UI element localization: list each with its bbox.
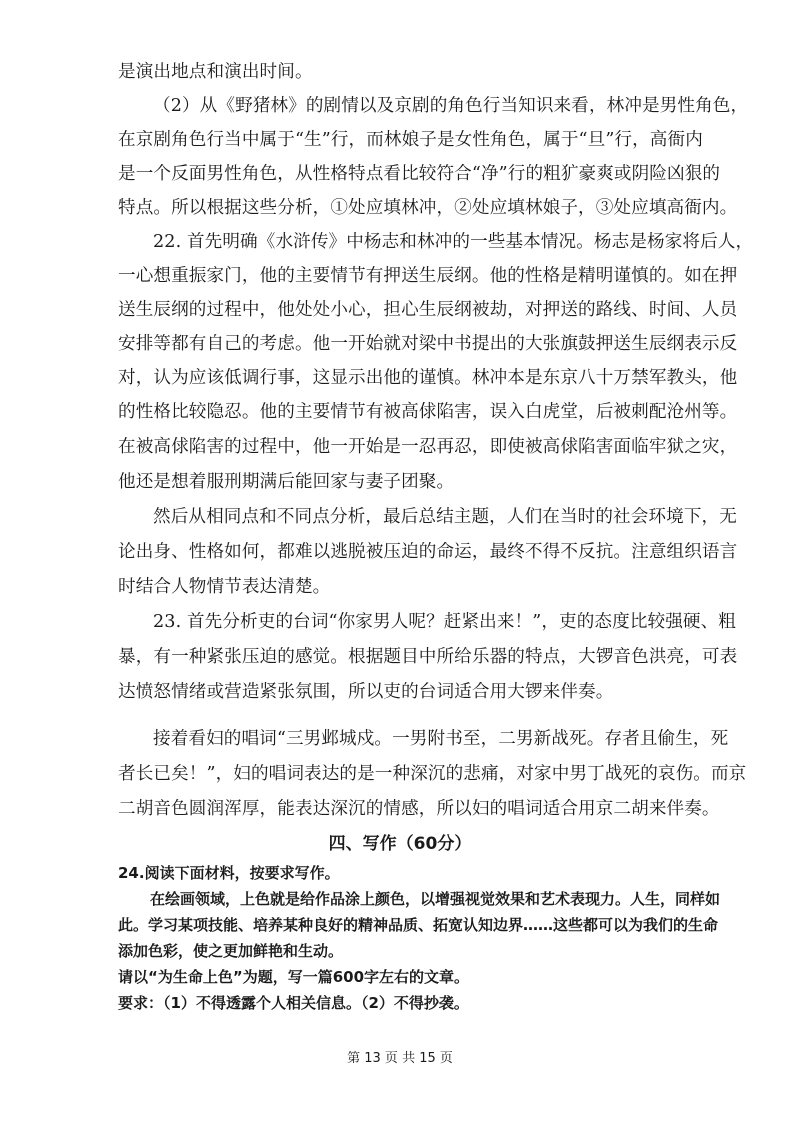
answer-line: 在京剧角色行当中属于“生”行，而林娘子是女性角色，属于“旦”行，高衙内 [118,130,703,150]
page-number: 第 13 页 共 15 页 [347,1051,453,1066]
answer-line: 送生辰纲的过程中，他处处小心，担心生辰纲被劫，对押送的路线、时间、人员 [118,300,738,320]
answer-line: （2）从《野猪林》的剧情以及京剧的角色行当知识来看，林冲是男性角色， [153,96,749,116]
answer-line: 安排等都有自己的考虑。他一开始就对梁中书提出的大张旗鼓押送生辰纲表示反 [118,334,738,354]
answer-line: 然后从相同点和不同点分析，最后总结主题，人们在当时的社会环境下，无 [153,507,737,527]
answer-line: 时结合人物情节表达清楚。 [118,577,331,597]
answer-line: 二胡音色圆润浑厚，能表达深沉的情感，所以妇的唱词适合用京二胡来伴奏。 [118,799,720,819]
answer-line: 的性格比较隐忍。他的主要情节有被高俅陷害，误入白虎堂，后被刺配沧州等。 [118,402,738,422]
answer-line: 他还是想着服刑期满后能回家与妻子团聚。 [118,472,455,492]
writing-requirements: 要求：（1）不得透露个人相关信息。（2）不得抄袭。 [118,994,469,1012]
writing-material: 此。学习某项技能、培养某种良好的精神品质、拓宽认知边界……这些都可以为我们的生命 [118,916,719,934]
answer-line: 23. 首先分析吏的台词“你家男人呢？赶紧出来！”，吏的态度比较强硬、粗 [153,612,736,632]
writing-instruction: 请以“为生命上色”为题，写一篇600字左右的文章。 [118,968,470,986]
writing-material: 在绘画领域，上色就是给作品涂上颜色，以增强视觉效果和艺术表现力。人生，同样如 [150,890,721,908]
answer-line: 在被高俅陷害的过程中，他一开始是一忍再忍，即使被高俅陷害面临牢狱之灾， [118,437,738,457]
answer-line: 22. 首先明确《水浒传》中杨志和林冲的一些基本情况。杨志是杨家将后人， [153,232,754,252]
answer-line: 接着看妇的唱词“三男邺城戍。一男附书至，二男新战死。存者且偷生，死 [153,729,729,749]
answer-line: 是演出地点和演出时间。 [118,62,313,82]
answer-line: 特点。所以根据这些分析，①处应填林冲，②处应填林娘子，③处应填高衙内。 [118,198,738,218]
answer-line: 一心想重振家门，他的主要情节有押送生辰纲。他的性格是精明谨慎的。如在押 [118,266,738,286]
answer-line: 达愤怒情绪或营造紧张氛围，所以吏的台词适合用大锣来伴奏。 [118,682,614,702]
answer-line: 论出身、性格如何，都难以逃脱被压迫的命运，最终不得不反抗。注意组织语言 [118,542,738,562]
writing-material: 添加色彩，使之更加鲜艳和生动。 [118,942,344,960]
answer-line: 暴，有一种紧张压迫的感觉。根据题目中所给乐器的特点，大锣音色洪亮，可表 [118,647,738,667]
answer-line: 对，认为应该低调行事，这显示出他的谨慎。林冲本是东京八十万禁军教头，他 [118,368,738,388]
answer-line: 者长已矣！”，妇的唱词表达的是一种深沉的悲痛，对家中男丁战死的哀伤。而京 [118,764,747,784]
answer-line: 是一个反面男性角色，从性格特点看比较符合“净”行的粗犷豪爽或阴险凶狠的 [118,164,721,184]
section-title: 四、写作（60分） [328,834,472,854]
writing-question: 24.阅读下面材料，按要求写作。 [118,864,340,882]
